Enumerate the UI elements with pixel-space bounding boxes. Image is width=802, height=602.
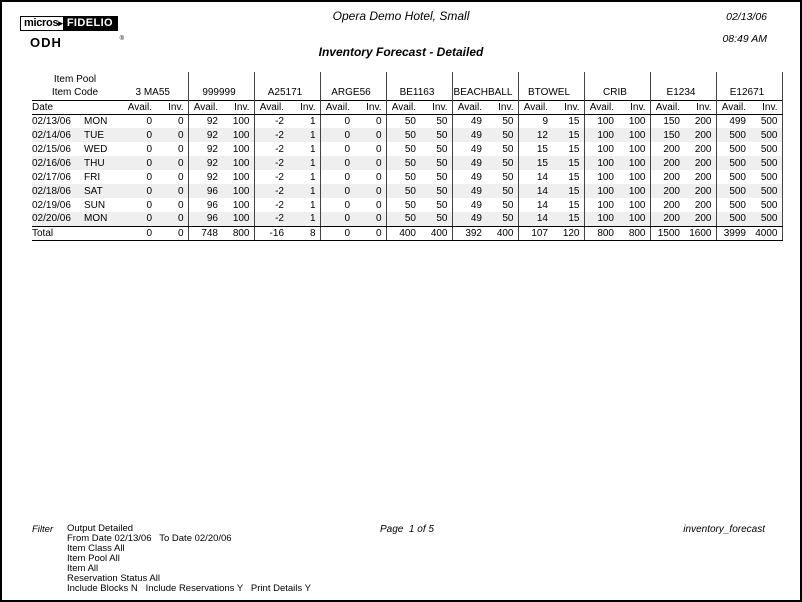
- filter-lines: [67, 524, 311, 594]
- avail-value: 9: [542, 115, 548, 127]
- inv-value: 500: [750, 128, 782, 142]
- avail-value: 0: [146, 115, 152, 127]
- inv-value: 0: [354, 184, 386, 198]
- avail-value: 50: [404, 171, 416, 183]
- page-number: Page 1 of 5: [380, 524, 434, 535]
- date-cell: 02/20/06: [32, 212, 84, 226]
- inv-value: 50: [420, 212, 452, 226]
- filter-line: Include Blocks N Include Reservations Y Print Details Y: [67, 583, 311, 594]
- inv-value: 0: [156, 212, 188, 226]
- avail-value: 500: [716, 212, 750, 226]
- data-row: [32, 142, 782, 156]
- inv-value: 500: [750, 114, 782, 128]
- avail-value: 0: [320, 184, 354, 198]
- avail-value: 0: [320, 156, 354, 170]
- logo-micros-text: micros: [24, 17, 59, 29]
- total-inv-value: 800: [222, 226, 254, 240]
- inv-value: 50: [486, 198, 518, 212]
- inv-column-label: Inv.: [684, 100, 716, 114]
- report-time: 08:49 AM: [722, 33, 767, 45]
- inv-value: 0: [156, 142, 188, 156]
- total-inv-value: 400: [486, 226, 518, 240]
- date-cell: 02/17/06: [32, 171, 71, 183]
- total-label: Total: [32, 226, 122, 240]
- inv-value: 15: [552, 156, 584, 170]
- filter-line: Reservation Status All: [67, 573, 160, 584]
- inv-value: 100: [618, 198, 650, 212]
- avail-value: 49: [452, 128, 486, 142]
- date-column-label: Date: [32, 100, 122, 114]
- registered-mark-icon: ®: [119, 36, 125, 42]
- avail-value: 100: [597, 143, 614, 155]
- date-cell: 02/14/06: [32, 128, 84, 142]
- inv-value: 100: [222, 198, 254, 212]
- avail-value: -2: [275, 199, 284, 211]
- report-file-name: inventory_forecast: [683, 524, 765, 535]
- avail-value: 499: [729, 115, 746, 127]
- avail-value: 500: [716, 184, 750, 198]
- avail-value: 96: [206, 199, 218, 211]
- date-cell: 02/15/06: [32, 143, 71, 155]
- inv-value: 1: [288, 170, 320, 184]
- avail-column-label: Avail.: [254, 100, 288, 114]
- inv-value: 0: [156, 114, 188, 128]
- item-code-cell: BEACHBALL: [452, 86, 518, 100]
- item-pool-cell: [716, 72, 782, 86]
- avail-value: 100: [584, 212, 618, 226]
- inv-value: 50: [486, 142, 518, 156]
- inv-value: 200: [684, 156, 716, 170]
- avail-value: 49: [470, 199, 482, 211]
- avail-value: 200: [663, 143, 680, 155]
- inv-value: 200: [684, 114, 716, 128]
- day-cell: MON: [84, 212, 122, 226]
- avail-value: 14: [536, 171, 548, 183]
- avail-value: 0: [146, 143, 152, 155]
- inv-value: 100: [222, 142, 254, 156]
- inv-value: 1: [288, 142, 320, 156]
- total-inv-value: 8: [288, 226, 320, 240]
- avail-column-label: Avail.: [518, 100, 552, 114]
- avail-value: 49: [470, 171, 482, 183]
- avail-value: 49: [452, 156, 486, 170]
- avail-value: 500: [729, 143, 746, 155]
- total-avail-value: 800: [584, 226, 618, 240]
- total-inv-value: 800: [618, 226, 650, 240]
- inv-value: 50: [486, 128, 518, 142]
- inv-value: 0: [354, 170, 386, 184]
- avail-column-label: Avail.: [122, 100, 156, 114]
- inv-value: 50: [486, 156, 518, 170]
- item-code-cell: ARGE56: [320, 86, 386, 100]
- inv-value: 100: [618, 184, 650, 198]
- inv-value: 1: [288, 128, 320, 142]
- avail-column-label: Avail.: [452, 100, 486, 114]
- avail-value: 0: [320, 212, 354, 226]
- inventory-table: [32, 72, 783, 241]
- inv-value: 100: [222, 156, 254, 170]
- avail-value: 49: [452, 184, 486, 198]
- hotel-name: Opera Demo Hotel, Small: [332, 9, 470, 23]
- avail-value: 0: [122, 128, 156, 142]
- avail-value: -2: [275, 115, 284, 127]
- inv-value: 50: [486, 184, 518, 198]
- avail-value: 100: [584, 184, 618, 198]
- avail-value: 50: [386, 156, 420, 170]
- item-pool-cell: [254, 72, 320, 86]
- item-pool-cell: [122, 72, 188, 86]
- day-cell: THU: [84, 156, 122, 170]
- total-inv-value: 0: [156, 226, 188, 240]
- avail-value: 0: [344, 143, 350, 155]
- avail-column-label: Avail.: [650, 100, 684, 114]
- inv-value: 15: [552, 198, 584, 212]
- avail-value: 92: [188, 156, 222, 170]
- avail-value: 12: [518, 128, 552, 142]
- inv-value: 100: [618, 128, 650, 142]
- page-title: Inventory Forecast - Detailed: [318, 45, 484, 59]
- inv-value: 100: [222, 184, 254, 198]
- data-row: [32, 198, 782, 212]
- item-code-cell: A25171: [254, 86, 320, 100]
- inv-value: 15: [552, 142, 584, 156]
- inv-value: 50: [420, 170, 452, 184]
- total-inv-value: 1600: [684, 226, 716, 240]
- avail-value: 200: [650, 212, 684, 226]
- item-code-row: [32, 86, 782, 100]
- total-inv-value: 120: [552, 226, 584, 240]
- total-avail-value: 107: [518, 226, 552, 240]
- filter-line: Item All: [67, 563, 99, 574]
- item-pool-cell: [584, 72, 650, 86]
- avail-value: 500: [729, 171, 746, 183]
- avail-value: 49: [452, 212, 486, 226]
- avail-value: 200: [650, 156, 684, 170]
- inv-value: 100: [618, 212, 650, 226]
- inv-value: 0: [156, 128, 188, 142]
- avail-value: 0: [146, 171, 152, 183]
- avail-column-label: Avail.: [320, 100, 354, 114]
- total-avail-value: 748: [188, 226, 222, 240]
- avail-value: 100: [584, 156, 618, 170]
- inv-value: 100: [618, 142, 650, 156]
- total-row: [32, 226, 782, 240]
- avail-value: -2: [254, 156, 288, 170]
- inv-value: 100: [222, 170, 254, 184]
- inv-column-label: Inv.: [222, 100, 254, 114]
- avail-value: 92: [206, 115, 218, 127]
- avail-value: 49: [470, 115, 482, 127]
- inv-value: 0: [156, 170, 188, 184]
- avail-value: 500: [716, 156, 750, 170]
- day-cell: WED: [84, 143, 108, 155]
- inv-value: 200: [684, 170, 716, 184]
- avail-value: 92: [188, 128, 222, 142]
- inv-value: 0: [354, 114, 386, 128]
- item-pool-cell: [320, 72, 386, 86]
- avail-value: 15: [536, 143, 548, 155]
- inv-value: 50: [486, 170, 518, 184]
- inv-value: 500: [750, 198, 782, 212]
- filter-label: Filter: [32, 524, 54, 535]
- inv-value: 0: [156, 156, 188, 170]
- property-code: ODH: [30, 35, 62, 50]
- inv-value: 1: [288, 198, 320, 212]
- inv-value: 1: [288, 114, 320, 128]
- avail-value: 100: [597, 199, 614, 211]
- inv-value: 15: [552, 212, 584, 226]
- avail-value: 92: [206, 171, 218, 183]
- inv-value: 50: [420, 114, 452, 128]
- filter-line: Output Detailed: [67, 523, 134, 534]
- inv-value: 0: [354, 156, 386, 170]
- avail-value: 200: [663, 171, 680, 183]
- avail-value: 92: [206, 143, 218, 155]
- inventory-table-head: [32, 72, 782, 114]
- inv-value: 15: [552, 128, 584, 142]
- avail-value: 50: [404, 115, 416, 127]
- avail-value: 0: [344, 199, 350, 211]
- avail-value: 50: [386, 128, 420, 142]
- inv-value: 0: [156, 198, 188, 212]
- inv-value: 200: [684, 184, 716, 198]
- data-row: [32, 114, 782, 128]
- inventory-table-body: [32, 114, 782, 226]
- avail-value: 0: [320, 128, 354, 142]
- inv-value: 0: [354, 212, 386, 226]
- total-avail-value: 0: [122, 226, 156, 240]
- day-cell: MON: [84, 115, 108, 127]
- avail-value: 150: [650, 128, 684, 142]
- total-inv-value: 4000: [750, 226, 782, 240]
- avail-value: 96: [188, 212, 222, 226]
- inv-value: 50: [420, 142, 452, 156]
- item-code-cell: CRIB: [584, 86, 650, 100]
- total-inv-value: 400: [420, 226, 452, 240]
- avail-value: 49: [470, 143, 482, 155]
- avail-value: 0: [122, 184, 156, 198]
- inv-column-label: Inv.: [618, 100, 650, 114]
- avail-value: 14: [536, 199, 548, 211]
- day-cell: SUN: [84, 199, 106, 211]
- inv-value: 1: [288, 212, 320, 226]
- date-cell: 02/16/06: [32, 156, 84, 170]
- avail-value: 15: [518, 156, 552, 170]
- inv-value: 500: [750, 170, 782, 184]
- avail-value: 0: [146, 199, 152, 211]
- inv-value: 200: [684, 128, 716, 142]
- total-avail-value: -16: [254, 226, 288, 240]
- avail-value: 100: [597, 171, 614, 183]
- inv-value: 50: [420, 198, 452, 212]
- total-avail-value: 392: [452, 226, 486, 240]
- avail-value: 100: [597, 115, 614, 127]
- inv-value: 200: [684, 198, 716, 212]
- avail-value: 50: [404, 143, 416, 155]
- inv-value: 0: [354, 198, 386, 212]
- date-cell: 02/19/06: [32, 199, 71, 211]
- avail-value: 100: [584, 128, 618, 142]
- total-inv-value: 0: [354, 226, 386, 240]
- inv-column-label: Inv.: [156, 100, 188, 114]
- item-code-cell: BTOWEL: [518, 86, 584, 100]
- avail-value: 0: [344, 115, 350, 127]
- inv-value: 500: [750, 184, 782, 198]
- inv-value: 1: [288, 184, 320, 198]
- item-code-cell: E12671: [716, 86, 782, 100]
- column-header-row: [32, 100, 782, 114]
- inv-value: 50: [420, 156, 452, 170]
- avail-value: 0: [344, 171, 350, 183]
- avail-column-label: Avail.: [584, 100, 618, 114]
- item-code-cell: 999999: [188, 86, 254, 100]
- avail-value: -2: [275, 143, 284, 155]
- avail-value: 500: [729, 199, 746, 211]
- inv-value: 200: [684, 212, 716, 226]
- avail-value: -2: [254, 128, 288, 142]
- inv-value: 15: [552, 184, 584, 198]
- avail-value: -2: [254, 184, 288, 198]
- inv-value: 15: [552, 114, 584, 128]
- item-pool-cell: [188, 72, 254, 86]
- avail-value: 200: [650, 184, 684, 198]
- inv-value: 500: [750, 212, 782, 226]
- inv-value: 100: [618, 170, 650, 184]
- inv-column-label: Inv.: [354, 100, 386, 114]
- avail-value: 0: [122, 156, 156, 170]
- item-pool-cell: [386, 72, 452, 86]
- avail-value: 96: [188, 184, 222, 198]
- data-row: [32, 156, 782, 170]
- avail-value: 14: [518, 212, 552, 226]
- inv-column-label: Inv.: [750, 100, 782, 114]
- avail-value: 500: [716, 128, 750, 142]
- total-avail-value: 3999: [716, 226, 750, 240]
- inv-value: 0: [354, 128, 386, 142]
- avail-value: 50: [404, 199, 416, 211]
- inv-value: 200: [684, 142, 716, 156]
- date-cell: 02/13/06: [32, 115, 71, 127]
- day-cell: TUE: [84, 128, 122, 142]
- inventory-table-foot: [32, 226, 782, 240]
- item-code-cell: E1234: [650, 86, 716, 100]
- inv-value: 50: [486, 212, 518, 226]
- date-cell: 02/18/06: [32, 184, 84, 198]
- avail-value: 150: [663, 115, 680, 127]
- item-code-label: Item Code: [51, 87, 99, 99]
- inv-value: 50: [486, 114, 518, 128]
- item-pool-row: [32, 72, 782, 86]
- inv-value: 500: [750, 142, 782, 156]
- inv-column-label: Inv.: [288, 100, 320, 114]
- inv-value: 100: [222, 128, 254, 142]
- total-avail-value: 400: [386, 226, 420, 240]
- avail-column-label: Avail.: [716, 100, 750, 114]
- avail-value: 50: [386, 184, 420, 198]
- inv-value: 50: [420, 184, 452, 198]
- inv-value: 1: [288, 156, 320, 170]
- inv-value: 100: [222, 114, 254, 128]
- inv-value: 0: [354, 142, 386, 156]
- avail-value: 0: [122, 212, 156, 226]
- logo-fidelio-text: FIDELIO: [63, 17, 117, 30]
- inv-value: 100: [618, 156, 650, 170]
- avail-value: 200: [663, 199, 680, 211]
- item-code-cell: 3 MA55: [122, 86, 188, 100]
- avail-value: 14: [518, 184, 552, 198]
- inv-value: 100: [618, 114, 650, 128]
- logo-arrow-icon: ▸: [58, 18, 63, 28]
- inv-column-label: Inv.: [420, 100, 452, 114]
- item-pool-label: Item Pool: [53, 73, 97, 85]
- item-code-cell: BE1163: [386, 86, 452, 100]
- inv-value: 0: [156, 184, 188, 198]
- inv-value: 15: [552, 170, 584, 184]
- inv-value: 500: [750, 156, 782, 170]
- item-pool-cell: [518, 72, 584, 86]
- item-pool-cell: [452, 72, 518, 86]
- total-avail-value: 0: [320, 226, 354, 240]
- data-row: [32, 170, 782, 184]
- filter-line: From Date 02/13/06 To Date 02/20/06: [67, 533, 232, 544]
- filter-line: Item Pool All: [67, 553, 120, 564]
- data-row: [32, 184, 782, 198]
- avail-value: 50: [386, 212, 420, 226]
- day-cell: FRI: [84, 171, 101, 183]
- avail-value: -2: [275, 171, 284, 183]
- item-pool-cell: [650, 72, 716, 86]
- filter-line: Item Class All: [67, 543, 125, 554]
- avail-value: -2: [254, 212, 288, 226]
- avail-column-label: Avail.: [386, 100, 420, 114]
- inv-column-label: Inv.: [486, 100, 518, 114]
- total-avail-value: 1500: [650, 226, 684, 240]
- report-date: 02/13/06: [726, 11, 767, 23]
- inv-value: 100: [222, 212, 254, 226]
- data-row: [32, 212, 782, 226]
- data-row: [32, 128, 782, 142]
- avail-column-label: Avail.: [188, 100, 222, 114]
- day-cell: SAT: [84, 184, 122, 198]
- inv-value: 50: [420, 128, 452, 142]
- inv-column-label: Inv.: [552, 100, 584, 114]
